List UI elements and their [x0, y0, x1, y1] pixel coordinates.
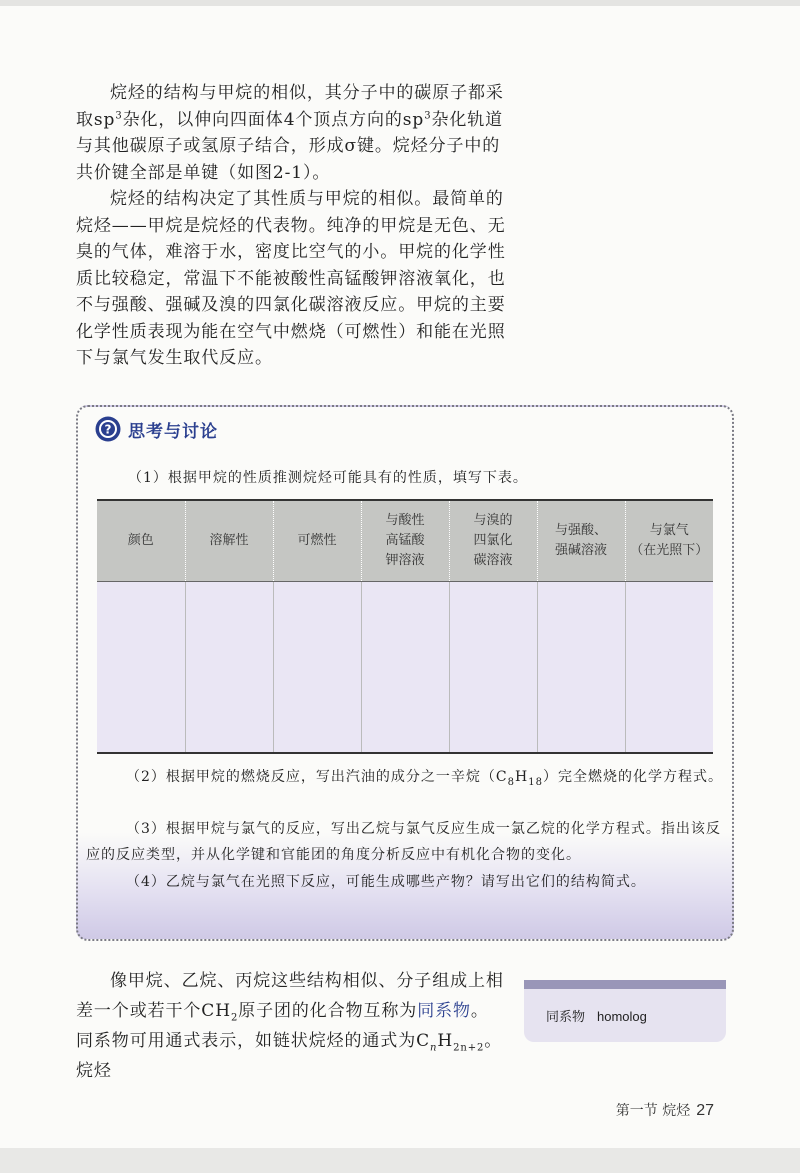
table-answer-cell[interactable] [625, 582, 713, 754]
table-header-cell: 与溴的 四氯化 碳溶液 [449, 500, 537, 582]
properties-table [97, 499, 713, 754]
glossary-entry [546, 1006, 647, 1025]
table-header-cell: 与酸性 高锰酸 钾溶液 [361, 500, 449, 582]
table-header-cell: 溶解性 [185, 500, 273, 582]
discussion-title: 思考与讨论 [128, 421, 218, 442]
table-answer-cell[interactable] [185, 582, 273, 754]
discussion-box [76, 405, 734, 941]
bottom-edge [0, 1148, 800, 1173]
paragraph-alkane-properties: 烷烃的结构决定了其性质与甲烷的相似。最简单的烷烃——甲烷是烷烃的代表物。纯净的甲烷是无色、无臭的气体，难溶于水，密度比空气的小。甲烷的化学性质比较稳定，常温下不能被酸性高锰酸钾溶液氧化，也不与强酸、强碱及溴的四氯化碳溶液反应。甲烷的主要化学性质表现为能在空气中燃烧（可燃性）和能在光照下与氯气发生取代反应。 [76, 189, 506, 368]
table-answer-cell[interactable] [273, 582, 361, 754]
keyword-homolog: 同系物 [417, 1001, 471, 1021]
page-footer [616, 1100, 714, 1120]
table-header-row [97, 500, 713, 582]
discussion-header [94, 415, 218, 443]
table-body-row [97, 582, 713, 754]
top-edge [0, 0, 800, 6]
table-answer-cell[interactable] [97, 582, 185, 754]
paragraph-alkane-structure: 烷烃的结构与甲烷的相似，其分子中的碳原子都采取$sp^3$杂化，以伸向四面体4个顶点方向的$sp^3$杂化轨道与其他碳原子或氢原子结合，形成σ键。烷烃分子中的共价键全部是单键（如图2-1）。 [76, 83, 504, 183]
question-1: （1）根据甲烷的性质推测烷烃可能具有的性质，填写下表。 [128, 470, 528, 486]
paragraph-homolog: 像甲烷、乙烷、丙烷这些结构相似、分子组成上相差一个或若干个$CH_2$原子团的化合物互称为同系物。同系物可用通式表示，如链状烷烃的通式为$C_nH_{2n+2}$。烷烃 [76, 971, 504, 1081]
table-answer-cell[interactable] [449, 582, 537, 754]
footer-section: 第一节 烷烃 [615, 1103, 691, 1119]
question-4: （4）乙烷与氯气在光照下反应，可能生成哪些产物？请写出它们的结构简式。 [126, 874, 646, 890]
table-answer-cell[interactable] [537, 582, 625, 754]
svg-text:?: ? [104, 422, 112, 437]
table-header-cell: 与强酸、 强碱溶液 [537, 500, 625, 582]
table-header-cell: 可燃性 [273, 500, 361, 582]
table-answer-cell[interactable] [361, 582, 449, 754]
question-3: （3）根据甲烷与氯气的反应，写出乙烷与氯气反应生成一氯乙烷的化学方程式。指出该反应的反应类型，并从化学键和官能团的角度分析反应中有机化合物的变化。 [86, 821, 721, 863]
glossary-term-cn: 同系物 [546, 1010, 586, 1025]
sidebox-bar [524, 980, 726, 989]
think-discuss-icon [94, 415, 122, 443]
glossary-sidebox [524, 980, 726, 1042]
page-number: 27 [696, 1102, 714, 1119]
table-header-cell: 与氯气 （在光照下） [625, 500, 713, 582]
table-header-cell: 颜色 [97, 500, 185, 582]
question-2: （2）根据甲烷的燃烧反应，写出汽油的成分之一辛烷$(C_8H_{18})$完全燃烧的化学方程式。 [126, 769, 723, 788]
glossary-term-en: homolog [597, 1009, 647, 1024]
